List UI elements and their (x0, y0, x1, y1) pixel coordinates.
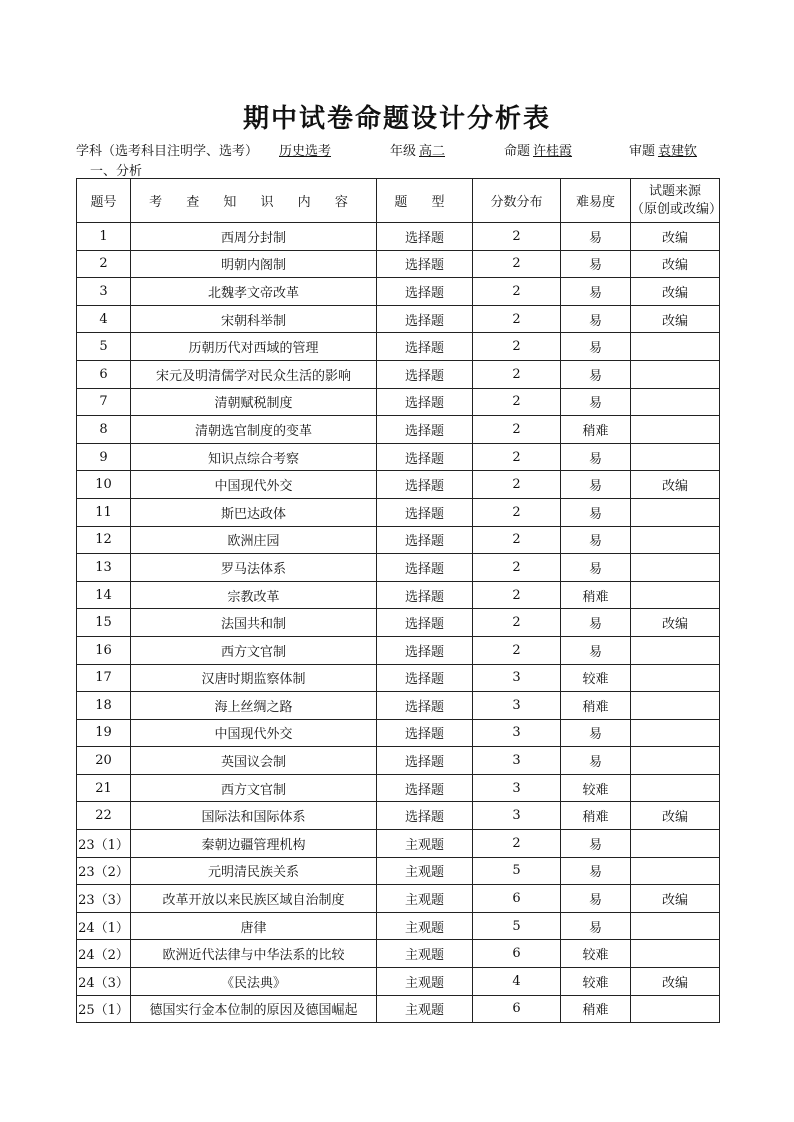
cell-type: 选择题 (377, 719, 473, 747)
table-body (77, 223, 720, 1023)
header-difficulty: 难易度 (561, 179, 631, 223)
table-row (77, 333, 720, 361)
reviewer-value: 袁建钦 (658, 144, 698, 159)
cell-score: 3 (473, 719, 561, 747)
cell-difficulty: 较难 (561, 968, 631, 996)
table-header-row (77, 179, 720, 223)
table-row (77, 830, 720, 858)
table-row (77, 471, 720, 499)
cell-type: 选择题 (377, 250, 473, 278)
cell-content: 宋朝科举制 (131, 305, 377, 333)
cell-source (631, 360, 720, 388)
cell-number: 24（3） (77, 968, 131, 996)
cell-difficulty: 易 (561, 388, 631, 416)
cell-difficulty: 易 (561, 223, 631, 251)
cell-number: 25（1） (77, 995, 131, 1023)
cell-source: 改编 (631, 885, 720, 913)
table-row (77, 554, 720, 582)
table-row (77, 498, 720, 526)
author-label: 命题 (504, 144, 531, 159)
cell-number: 5 (77, 333, 131, 361)
cell-content: 知识点综合考察 (131, 443, 377, 471)
table-row (77, 416, 720, 444)
cell-number: 10 (77, 471, 131, 499)
cell-source (631, 498, 720, 526)
cell-content: 中国现代外交 (131, 471, 377, 499)
cell-source: 改编 (631, 250, 720, 278)
table-row (77, 940, 720, 968)
table-row (77, 636, 720, 664)
cell-type: 主观题 (377, 857, 473, 885)
header-source-line1: 试题来源 (648, 183, 701, 199)
cell-type: 选择题 (377, 223, 473, 251)
cell-content: 西方文官制 (131, 774, 377, 802)
header-number: 题号 (77, 179, 131, 223)
cell-score: 5 (473, 912, 561, 940)
cell-type: 选择题 (377, 747, 473, 775)
cell-content: 清朝赋税制度 (131, 388, 377, 416)
cell-difficulty: 易 (561, 443, 631, 471)
author-value: 许桂霞 (533, 144, 573, 159)
cell-content: 明朝内阁制 (131, 250, 377, 278)
header-type: 题 型 (377, 179, 473, 223)
cell-difficulty: 易 (561, 719, 631, 747)
cell-number: 2 (77, 250, 131, 278)
cell-number: 24（1） (77, 912, 131, 940)
table-row (77, 250, 720, 278)
analysis-table (76, 178, 723, 1023)
cell-source (631, 995, 720, 1023)
cell-score: 2 (473, 360, 561, 388)
cell-score: 2 (473, 388, 561, 416)
cell-source (631, 416, 720, 444)
header-source-line2: （原创或改编） (631, 201, 723, 217)
cell-source: 改编 (631, 609, 720, 637)
table-row (77, 581, 720, 609)
cell-number: 12 (77, 526, 131, 554)
cell-difficulty: 易 (561, 554, 631, 582)
table-row (77, 747, 720, 775)
cell-content: 清朝选官制度的变革 (131, 416, 377, 444)
grade-label: 年级 (390, 144, 417, 159)
cell-type: 选择题 (377, 581, 473, 609)
cell-content: 《民法典》 (131, 968, 377, 996)
cell-number: 19 (77, 719, 131, 747)
cell-content: 欧洲庄园 (131, 526, 377, 554)
cell-number: 22 (77, 802, 131, 830)
cell-content: 宋元及明清儒学对民众生活的影响 (131, 360, 377, 388)
table-row (77, 526, 720, 554)
cell-difficulty: 稍难 (561, 416, 631, 444)
cell-score: 2 (473, 471, 561, 499)
cell-number: 15 (77, 609, 131, 637)
cell-type: 选择题 (377, 664, 473, 692)
cell-difficulty: 较难 (561, 940, 631, 968)
header-score: 分数分布 (473, 179, 561, 223)
cell-type: 主观题 (377, 995, 473, 1023)
table-row (77, 968, 720, 996)
cell-score: 5 (473, 857, 561, 885)
cell-number: 1 (77, 223, 131, 251)
cell-type: 主观题 (377, 912, 473, 940)
cell-difficulty: 易 (561, 305, 631, 333)
cell-type: 选择题 (377, 554, 473, 582)
table-row (77, 388, 720, 416)
cell-source (631, 636, 720, 664)
table-row (77, 995, 720, 1023)
cell-score: 2 (473, 636, 561, 664)
cell-number: 20 (77, 747, 131, 775)
cell-type: 选择题 (377, 692, 473, 720)
cell-content: 元明清民族关系 (131, 857, 377, 885)
table-row (77, 278, 720, 306)
cell-content: 历朝历代对西域的管理 (131, 333, 377, 361)
table-row (77, 719, 720, 747)
cell-source: 改编 (631, 471, 720, 499)
cell-score: 6 (473, 995, 561, 1023)
cell-difficulty: 稍难 (561, 995, 631, 1023)
cell-number: 4 (77, 305, 131, 333)
cell-type: 选择题 (377, 333, 473, 361)
cell-content: 汉唐时期监察体制 (131, 664, 377, 692)
cell-difficulty: 易 (561, 885, 631, 913)
cell-number: 23（3） (77, 885, 131, 913)
cell-difficulty: 易 (561, 526, 631, 554)
cell-source (631, 554, 720, 582)
cell-source: 改编 (631, 802, 720, 830)
table-row (77, 664, 720, 692)
cell-content: 西周分封制 (131, 223, 377, 251)
cell-content: 德国实行金本位制的原因及德国崛起 (131, 995, 377, 1023)
cell-source (631, 526, 720, 554)
cell-type: 主观题 (377, 940, 473, 968)
reviewer-label: 审题 (629, 144, 656, 159)
cell-type: 主观题 (377, 968, 473, 996)
cell-score: 3 (473, 747, 561, 775)
cell-content: 国际法和国际体系 (131, 802, 377, 830)
cell-type: 选择题 (377, 416, 473, 444)
cell-type: 选择题 (377, 609, 473, 637)
cell-difficulty: 易 (561, 471, 631, 499)
cell-score: 2 (473, 498, 561, 526)
cell-score: 2 (473, 223, 561, 251)
cell-difficulty: 易 (561, 250, 631, 278)
table-row (77, 802, 720, 830)
cell-difficulty: 易 (561, 747, 631, 775)
cell-number: 23（2） (77, 857, 131, 885)
meta-line (76, 140, 726, 158)
table-row (77, 774, 720, 802)
cell-source (631, 333, 720, 361)
cell-number: 18 (77, 692, 131, 720)
cell-number: 9 (77, 443, 131, 471)
table-row (77, 692, 720, 720)
cell-score: 2 (473, 278, 561, 306)
cell-type: 选择题 (377, 636, 473, 664)
table-row (77, 885, 720, 913)
table-row (77, 360, 720, 388)
cell-difficulty: 稍难 (561, 802, 631, 830)
cell-type: 主观题 (377, 885, 473, 913)
cell-type: 选择题 (377, 305, 473, 333)
table-row (77, 443, 720, 471)
subject-label: 学科（选考科目注明学、选考） (76, 144, 259, 159)
cell-source (631, 388, 720, 416)
cell-content: 中国现代外交 (131, 719, 377, 747)
cell-source (631, 747, 720, 775)
cell-type: 选择题 (377, 360, 473, 388)
cell-difficulty: 易 (561, 830, 631, 858)
cell-source (631, 719, 720, 747)
cell-content: 斯巴达政体 (131, 498, 377, 526)
cell-score: 2 (473, 609, 561, 637)
cell-difficulty: 易 (561, 912, 631, 940)
cell-score: 2 (473, 416, 561, 444)
cell-difficulty: 较难 (561, 664, 631, 692)
cell-score: 2 (473, 250, 561, 278)
cell-type: 选择题 (377, 388, 473, 416)
section-title: 一、分析 (90, 164, 143, 179)
cell-content: 北魏孝文帝改革 (131, 278, 377, 306)
cell-content: 改革开放以来民族区域自治制度 (131, 885, 377, 913)
cell-source: 改编 (631, 278, 720, 306)
cell-score: 6 (473, 885, 561, 913)
cell-score: 3 (473, 802, 561, 830)
cell-score: 2 (473, 526, 561, 554)
cell-number: 13 (77, 554, 131, 582)
cell-content: 英国议会制 (131, 747, 377, 775)
cell-difficulty: 易 (561, 636, 631, 664)
cell-difficulty: 易 (561, 333, 631, 361)
cell-number: 11 (77, 498, 131, 526)
cell-difficulty: 稍难 (561, 692, 631, 720)
table-row (77, 305, 720, 333)
cell-difficulty: 易 (561, 609, 631, 637)
cell-source (631, 443, 720, 471)
cell-difficulty: 易 (561, 857, 631, 885)
cell-score: 2 (473, 305, 561, 333)
cell-difficulty: 易 (561, 360, 631, 388)
cell-content: 海上丝绸之路 (131, 692, 377, 720)
cell-score: 4 (473, 968, 561, 996)
cell-content: 西方文官制 (131, 636, 377, 664)
cell-type: 选择题 (377, 471, 473, 499)
table-row (77, 857, 720, 885)
cell-difficulty: 较难 (561, 774, 631, 802)
cell-number: 16 (77, 636, 131, 664)
cell-difficulty: 稍难 (561, 581, 631, 609)
cell-content: 欧洲近代法律与中华法系的比较 (131, 940, 377, 968)
header-content: 考 查 知 识 内 容 (131, 179, 377, 223)
cell-number: 8 (77, 416, 131, 444)
cell-difficulty: 易 (561, 498, 631, 526)
cell-source (631, 912, 720, 940)
cell-source (631, 692, 720, 720)
cell-source (631, 774, 720, 802)
table-row (77, 609, 720, 637)
cell-source (631, 857, 720, 885)
cell-type: 选择题 (377, 774, 473, 802)
grade-value: 高二 (419, 144, 446, 159)
cell-number: 23（1） (77, 830, 131, 858)
cell-score: 2 (473, 554, 561, 582)
table-row (77, 223, 720, 251)
cell-score: 6 (473, 940, 561, 968)
table-row (77, 912, 720, 940)
cell-score: 3 (473, 664, 561, 692)
cell-source (631, 581, 720, 609)
cell-number: 7 (77, 388, 131, 416)
cell-score: 2 (473, 581, 561, 609)
subject-value: 历史选考 (279, 144, 332, 159)
cell-number: 6 (77, 360, 131, 388)
document-title: 期中试卷命题设计分析表 (242, 104, 551, 134)
cell-number: 14 (77, 581, 131, 609)
cell-number: 3 (77, 278, 131, 306)
cell-score: 2 (473, 830, 561, 858)
cell-type: 选择题 (377, 526, 473, 554)
cell-source: 改编 (631, 305, 720, 333)
cell-source: 改编 (631, 223, 720, 251)
cell-type: 选择题 (377, 278, 473, 306)
cell-type: 选择题 (377, 802, 473, 830)
cell-source: 改编 (631, 968, 720, 996)
cell-score: 3 (473, 774, 561, 802)
cell-score: 3 (473, 692, 561, 720)
cell-type: 选择题 (377, 443, 473, 471)
cell-score: 2 (473, 443, 561, 471)
cell-number: 21 (77, 774, 131, 802)
cell-content: 罗马法体系 (131, 554, 377, 582)
cell-content: 唐律 (131, 912, 377, 940)
cell-type: 选择题 (377, 498, 473, 526)
cell-content: 法国共和制 (131, 609, 377, 637)
header-source (631, 179, 723, 223)
cell-content: 宗教改革 (131, 581, 377, 609)
cell-difficulty: 易 (561, 278, 631, 306)
cell-source (631, 830, 720, 858)
cell-source (631, 940, 720, 968)
cell-number: 17 (77, 664, 131, 692)
cell-content: 秦朝边疆管理机构 (131, 830, 377, 858)
cell-score: 2 (473, 333, 561, 361)
cell-number: 24（2） (77, 940, 131, 968)
cell-type: 主观题 (377, 830, 473, 858)
cell-source (631, 664, 720, 692)
